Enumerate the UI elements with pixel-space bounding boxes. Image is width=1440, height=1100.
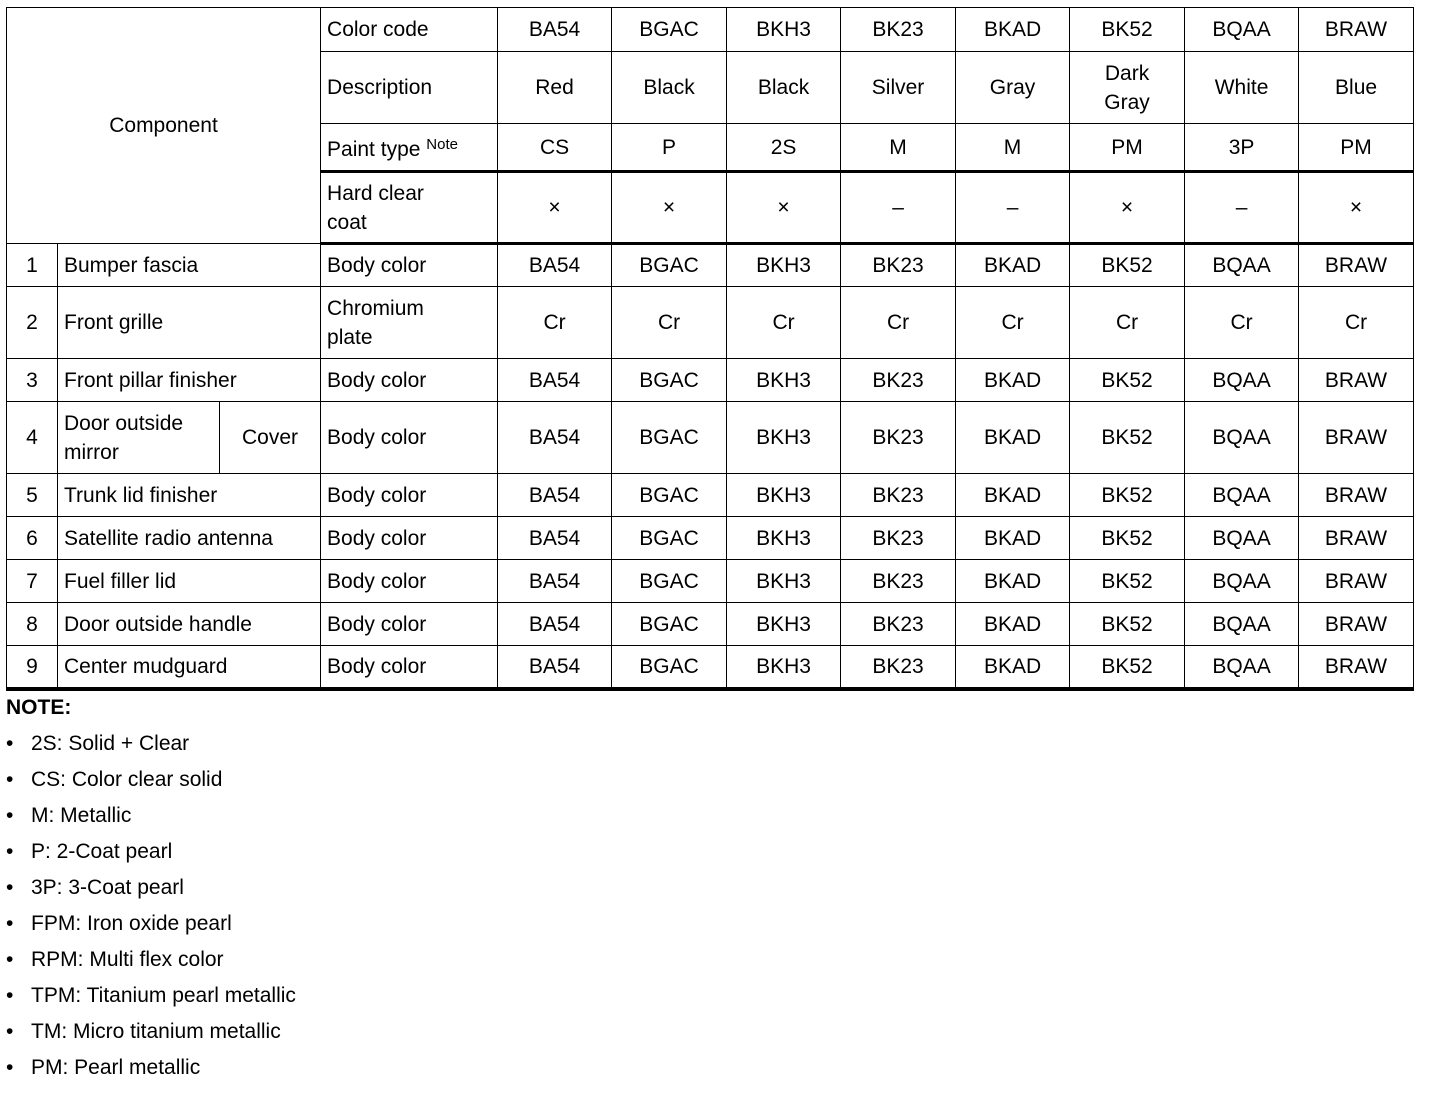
color-value-cell: BK52 <box>1070 402 1185 474</box>
description-cell: Black <box>612 52 727 124</box>
component-name: Satellite radio antenna <box>58 517 321 560</box>
bullet-icon: • <box>6 912 14 935</box>
component-name: Door outside handle <box>58 603 321 646</box>
note-text: P: 2-Coat pearl <box>31 840 173 863</box>
color-value-cell: BRAW <box>1299 603 1414 646</box>
description-cell: Red <box>498 52 612 124</box>
note-item <box>6 726 296 762</box>
notes-section <box>6 696 296 1086</box>
finish-type: Body color <box>321 474 498 517</box>
bullet-icon: • <box>6 1056 14 1079</box>
note-item <box>6 762 296 798</box>
color-value-cell: BQAA <box>1185 474 1299 517</box>
hard-clear-cell: – <box>841 172 956 244</box>
note-text: TM: Micro titanium metallic <box>31 1020 281 1043</box>
bullet-icon: • <box>6 840 14 863</box>
table-row <box>7 287 1414 359</box>
color-value-cell: BGAC <box>612 517 727 560</box>
row-number: 2 <box>7 287 58 359</box>
note-item <box>6 1050 296 1086</box>
color-code-cell: BK52 <box>1070 8 1185 52</box>
color-value-cell: BK52 <box>1070 560 1185 603</box>
color-value-cell: BK52 <box>1070 359 1185 402</box>
color-value-cell: BK23 <box>841 517 956 560</box>
paint-color-table <box>6 7 1414 691</box>
color-code-cell: BK23 <box>841 8 956 52</box>
note-text: PM: Pearl metallic <box>31 1056 201 1079</box>
color-value-cell: Cr <box>498 287 612 359</box>
color-value-cell: BKH3 <box>727 244 841 287</box>
color-value-cell: BA54 <box>498 560 612 603</box>
color-value-cell: BKAD <box>956 244 1070 287</box>
bullet-icon: • <box>6 804 14 827</box>
paint-type-cell: PM <box>1070 124 1185 172</box>
finish-type: Chromium plate <box>321 287 498 359</box>
note-item <box>6 834 296 870</box>
finish-type: Body color <box>321 603 498 646</box>
finish-type: Body color <box>321 560 498 603</box>
hard-clear-cell: × <box>612 172 727 244</box>
color-code-cell: BQAA <box>1185 8 1299 52</box>
description-cell: Gray <box>956 52 1070 124</box>
paint-type-cell: M <box>841 124 956 172</box>
color-value-cell: BQAA <box>1185 244 1299 287</box>
color-value-cell: BA54 <box>498 646 612 689</box>
table-row <box>7 603 1414 646</box>
bullet-icon: • <box>6 732 14 755</box>
color-value-cell: BA54 <box>498 517 612 560</box>
table-row <box>7 517 1414 560</box>
paint-type-cell: M <box>956 124 1070 172</box>
color-value-cell: BK52 <box>1070 244 1185 287</box>
notes-list <box>6 726 296 1086</box>
note-item <box>6 798 296 834</box>
notes-title: NOTE: <box>6 696 72 719</box>
color-value-cell: BQAA <box>1185 359 1299 402</box>
component-subpart: Cover <box>220 402 321 474</box>
color-value-cell: BGAC <box>612 359 727 402</box>
hard-clear-cell: × <box>1070 172 1185 244</box>
color-value-cell: BRAW <box>1299 244 1414 287</box>
color-value-cell: BGAC <box>612 560 727 603</box>
bullet-icon: • <box>6 1020 14 1043</box>
paint-type-label: Paint type $^{Note}$ <box>321 124 498 172</box>
bullet-icon: • <box>6 984 14 1007</box>
finish-type: Body color <box>321 244 498 287</box>
color-code-cell: BGAC <box>612 8 727 52</box>
table-row <box>7 244 1414 287</box>
color-value-cell: BQAA <box>1185 517 1299 560</box>
note-text: M: Metallic <box>31 804 132 827</box>
color-value-cell: Cr <box>1070 287 1185 359</box>
row-number: 9 <box>7 646 58 689</box>
color-value-cell: BKAD <box>956 517 1070 560</box>
finish-type: Body color <box>321 646 498 689</box>
color-value-cell: BKAD <box>956 560 1070 603</box>
table-row <box>7 474 1414 517</box>
color-value-cell: BQAA <box>1185 646 1299 689</box>
component-name: Trunk lid finisher <box>58 474 321 517</box>
color-value-cell: BGAC <box>612 402 727 474</box>
color-value-cell: BKAD <box>956 603 1070 646</box>
color-value-cell: Cr <box>841 287 956 359</box>
color-value-cell: BQAA <box>1185 402 1299 474</box>
color-value-cell: BK52 <box>1070 517 1185 560</box>
color-value-cell: Cr <box>612 287 727 359</box>
finish-type: Body color <box>321 359 498 402</box>
finish-type: Body color <box>321 402 498 474</box>
paint-type-cell: CS <box>498 124 612 172</box>
bullet-icon: • <box>6 948 14 971</box>
component-name: Front pillar finisher <box>58 359 321 402</box>
description-cell: Dark Gray <box>1070 52 1185 124</box>
color-value-cell: BRAW <box>1299 517 1414 560</box>
color-value-cell: BGAC <box>612 646 727 689</box>
note-text: FPM: Iron oxide pearl <box>31 912 232 935</box>
table-row <box>7 359 1414 402</box>
color-value-cell: BA54 <box>498 244 612 287</box>
note-item <box>6 1014 296 1050</box>
color-value-cell: BKH3 <box>727 517 841 560</box>
row-number: 5 <box>7 474 58 517</box>
color-value-cell: Cr <box>956 287 1070 359</box>
hard-clear-cell: – <box>956 172 1070 244</box>
row-number: 8 <box>7 603 58 646</box>
paint-type-cell: PM <box>1299 124 1414 172</box>
row-number: 6 <box>7 517 58 560</box>
color-value-cell: BRAW <box>1299 359 1414 402</box>
color-value-cell: BKH3 <box>727 402 841 474</box>
color-value-cell: BKAD <box>956 646 1070 689</box>
color-value-cell: BK23 <box>841 646 956 689</box>
paint-type-cell: P <box>612 124 727 172</box>
paint-type-cell: 3P <box>1185 124 1299 172</box>
color-value-cell: BKH3 <box>727 359 841 402</box>
component-name: Fuel filler lid <box>58 560 321 603</box>
description-cell: Blue <box>1299 52 1414 124</box>
color-value-cell: Cr <box>1299 287 1414 359</box>
color-code-cell: BRAW <box>1299 8 1414 52</box>
component-header: Component <box>7 8 321 244</box>
color-value-cell: Cr <box>727 287 841 359</box>
note-item <box>6 942 296 978</box>
color-value-cell: BK23 <box>841 603 956 646</box>
note-text: RPM: Multi flex color <box>31 948 224 971</box>
color-value-cell: BK23 <box>841 402 956 474</box>
color-code-cell: BA54 <box>498 8 612 52</box>
color-value-cell: BRAW <box>1299 560 1414 603</box>
note-text: TPM: Titanium pearl metallic <box>31 984 296 1007</box>
description-label: Description <box>321 52 498 124</box>
color-value-cell: BA54 <box>498 603 612 646</box>
row-number: 3 <box>7 359 58 402</box>
row-number: 4 <box>7 402 58 474</box>
color-value-cell: BA54 <box>498 474 612 517</box>
component-name: Center mudguard <box>58 646 321 689</box>
hard-clear-cell: × <box>498 172 612 244</box>
color-value-cell: BKH3 <box>727 603 841 646</box>
finish-type: Body color <box>321 517 498 560</box>
paint-type-cell: 2S <box>727 124 841 172</box>
color-value-cell: BK23 <box>841 359 956 402</box>
note-item <box>6 906 296 942</box>
note-text: 3P: 3-Coat pearl <box>31 876 184 899</box>
color-value-cell: BKH3 <box>727 474 841 517</box>
component-name: Front grille <box>58 287 321 359</box>
color-value-cell: BKAD <box>956 402 1070 474</box>
table-row <box>7 646 1414 689</box>
hard-clear-label: Hard clear coat <box>321 172 498 244</box>
component-name: Bumper fascia <box>58 244 321 287</box>
description-cell: Silver <box>841 52 956 124</box>
color-value-cell: BA54 <box>498 402 612 474</box>
note-item <box>6 870 296 906</box>
color-code-cell: BKAD <box>956 8 1070 52</box>
color-value-cell: BKAD <box>956 359 1070 402</box>
color-code-label: Color code <box>321 8 498 52</box>
color-value-cell: BA54 <box>498 359 612 402</box>
note-item <box>6 978 296 1014</box>
row-number: 7 <box>7 560 58 603</box>
hard-clear-cell: – <box>1185 172 1299 244</box>
color-value-cell: BGAC <box>612 244 727 287</box>
color-value-cell: BK52 <box>1070 646 1185 689</box>
color-value-cell: BK52 <box>1070 474 1185 517</box>
description-cell: Black <box>727 52 841 124</box>
description-cell: White <box>1185 52 1299 124</box>
bullet-icon: • <box>6 768 14 791</box>
component-name: Door outside mirror <box>58 402 220 474</box>
note-reference: Note <box>426 136 458 153</box>
color-value-cell: BKH3 <box>727 560 841 603</box>
note-text: CS: Color clear solid <box>31 768 223 791</box>
table-row <box>7 560 1414 603</box>
color-value-cell: BKH3 <box>727 646 841 689</box>
color-value-cell: BK23 <box>841 474 956 517</box>
color-value-cell: Cr <box>1185 287 1299 359</box>
hard-clear-cell: × <box>1299 172 1414 244</box>
color-value-cell: BRAW <box>1299 474 1414 517</box>
color-value-cell: BK52 <box>1070 603 1185 646</box>
note-text: 2S: Solid + Clear <box>31 732 190 755</box>
color-value-cell: BK23 <box>841 244 956 287</box>
color-value-cell: BGAC <box>612 474 727 517</box>
color-value-cell: BQAA <box>1185 603 1299 646</box>
bullet-icon: • <box>6 876 14 899</box>
hard-clear-cell: × <box>727 172 841 244</box>
row-number: 1 <box>7 244 58 287</box>
table-row <box>7 402 1414 474</box>
color-value-cell: BRAW <box>1299 646 1414 689</box>
color-code-cell: BKH3 <box>727 8 841 52</box>
color-value-cell: BQAA <box>1185 560 1299 603</box>
color-value-cell: BGAC <box>612 603 727 646</box>
color-value-cell: BKAD <box>956 474 1070 517</box>
color-value-cell: BK23 <box>841 560 956 603</box>
color-value-cell: BRAW <box>1299 402 1414 474</box>
